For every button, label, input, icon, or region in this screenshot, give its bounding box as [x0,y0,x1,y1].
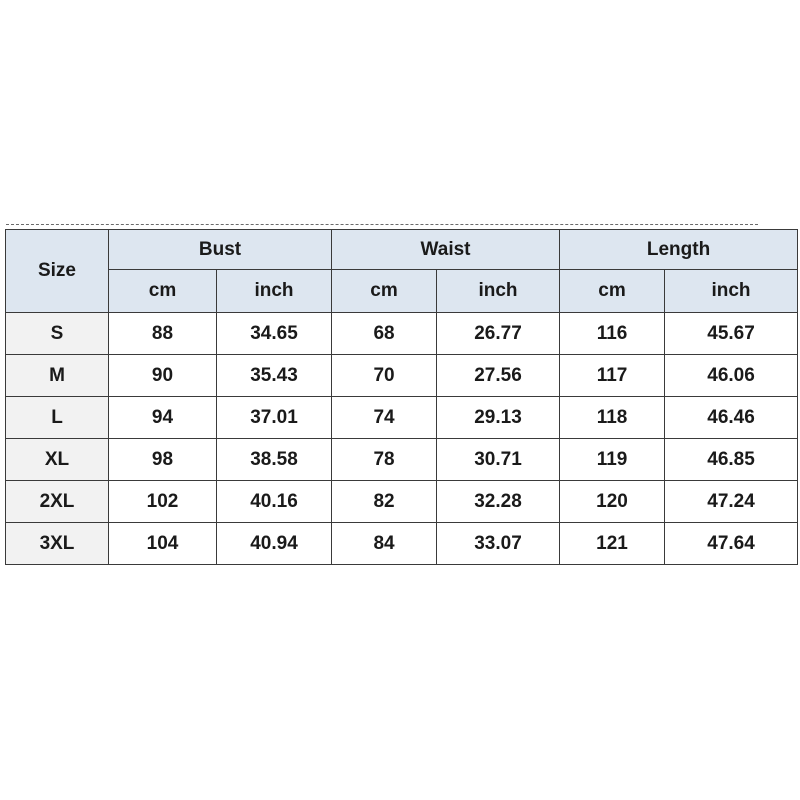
bust-inch-cell: 35.43 [217,355,332,397]
waist-inch-cell: 33.07 [437,523,560,565]
waist-group-header: Waist [332,230,560,270]
bust-inch-cell: 38.58 [217,439,332,481]
length-cm-header: cm [560,270,665,313]
bust-cm-cell: 88 [109,313,217,355]
length-group-header: Length [560,230,798,270]
bust-inch-cell: 37.01 [217,397,332,439]
length-inch-cell: 47.64 [665,523,798,565]
waist-inch-header: inch [437,270,560,313]
waist-inch-cell: 30.71 [437,439,560,481]
bust-group-header: Bust [109,230,332,270]
bust-cm-cell: 98 [109,439,217,481]
size-cell: XL [6,439,109,481]
waist-cm-cell: 78 [332,439,437,481]
table-row [6,481,798,523]
waist-cm-cell: 70 [332,355,437,397]
length-inch-cell: 46.06 [665,355,798,397]
bust-cm-cell: 102 [109,481,217,523]
bust-cm-header: cm [109,270,217,313]
size-chart-table [5,229,798,565]
size-cell: 2XL [6,481,109,523]
bust-inch-header: inch [217,270,332,313]
length-cm-cell: 118 [560,397,665,439]
length-cm-cell: 116 [560,313,665,355]
table-row [6,355,798,397]
waist-inch-cell: 29.13 [437,397,560,439]
waist-cm-header: cm [332,270,437,313]
length-cm-cell: 117 [560,355,665,397]
size-cell: L [6,397,109,439]
length-inch-cell: 45.67 [665,313,798,355]
size-column-header: Size [6,230,109,313]
size-cell: 3XL [6,523,109,565]
table-row [6,313,798,355]
length-cm-cell: 121 [560,523,665,565]
length-inch-cell: 46.46 [665,397,798,439]
table-row [6,439,798,481]
waist-cm-cell: 68 [332,313,437,355]
waist-inch-cell: 27.56 [437,355,560,397]
bust-inch-cell: 40.94 [217,523,332,565]
length-cm-cell: 119 [560,439,665,481]
waist-cm-cell: 74 [332,397,437,439]
bust-cm-cell: 90 [109,355,217,397]
waist-cm-cell: 84 [332,523,437,565]
waist-cm-cell: 82 [332,481,437,523]
length-cm-cell: 120 [560,481,665,523]
waist-inch-cell: 26.77 [437,313,560,355]
waist-inch-cell: 32.28 [437,481,560,523]
length-inch-cell: 47.24 [665,481,798,523]
bust-cm-cell: 94 [109,397,217,439]
dashed-separator [6,224,758,225]
length-inch-header: inch [665,270,798,313]
bust-inch-cell: 34.65 [217,313,332,355]
size-cell: M [6,355,109,397]
bust-inch-cell: 40.16 [217,481,332,523]
bust-cm-cell: 104 [109,523,217,565]
size-cell: S [6,313,109,355]
length-inch-cell: 46.85 [665,439,798,481]
table-row [6,397,798,439]
table-row [6,523,798,565]
